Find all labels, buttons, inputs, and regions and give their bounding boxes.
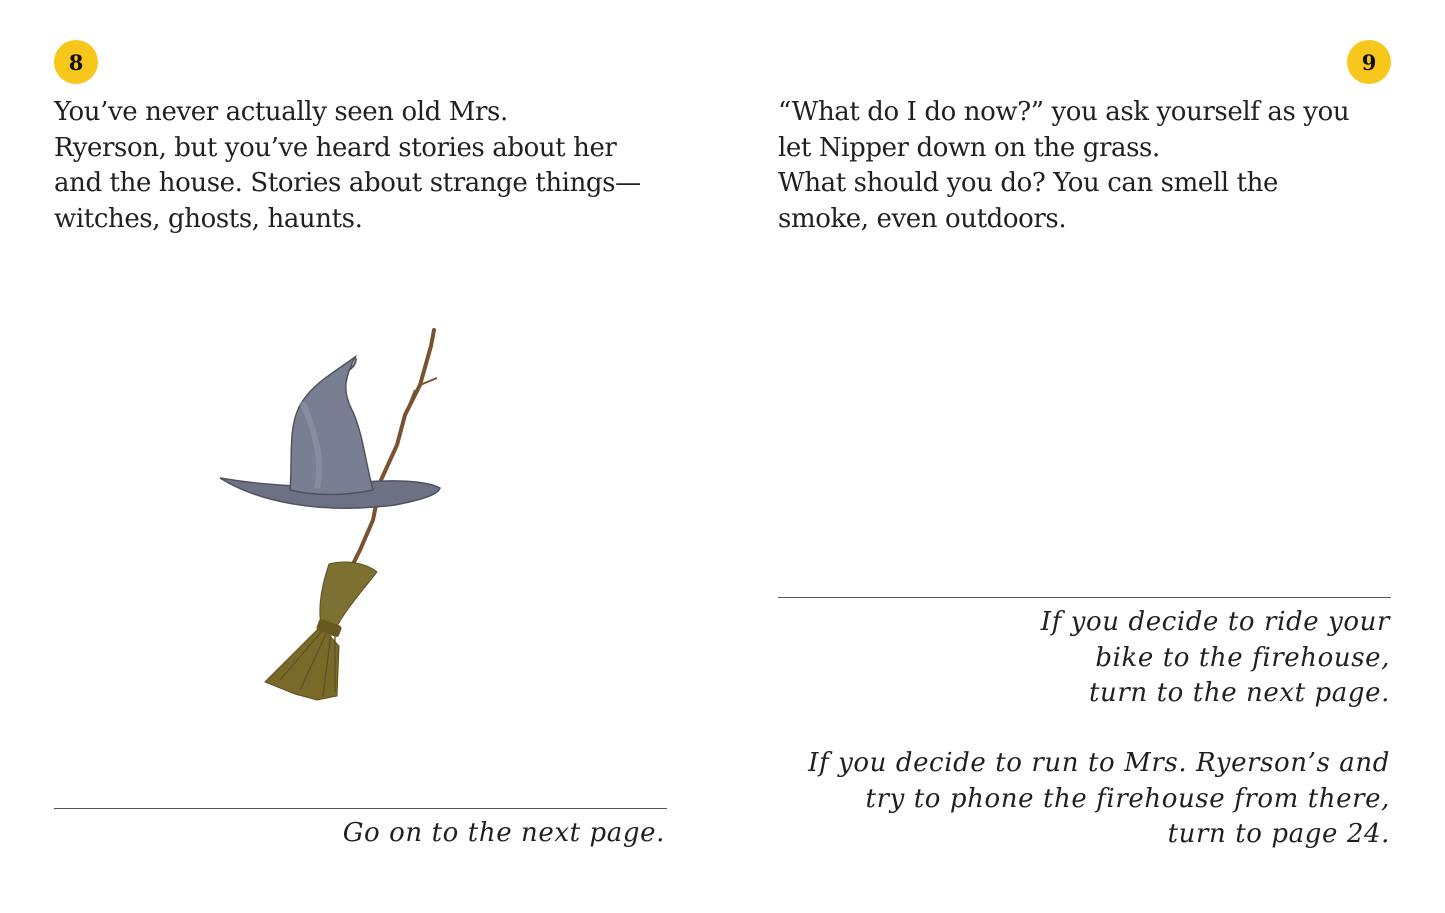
choice-ride-bike[interactable]: If you decide to ride your bike to the firehouse, turn to the next page. <box>1040 607 1390 708</box>
right-page-paragraph-1: “What do I do now?” you ask yourself as you let Nipper down on the grass. <box>778 97 1350 163</box>
go-next-page-text: Go on to the next page. <box>342 818 665 848</box>
choice-run-to-ryersons[interactable]: If you decide to run to Mrs. Ryerson’s and try to phone the firehouse from there, turn to page 24. <box>808 748 1390 849</box>
choices-rule-right <box>778 597 1391 598</box>
right-page-paragraph-2: What should you do? You can smell the smoke, even outdoors. <box>778 168 1278 234</box>
witch-hat-broom-illustration <box>205 320 465 710</box>
left-page-paragraph: You’ve never actually seen old Mrs. Ryerson, but you’ve heard stories about her and the house. Stories about strange things— witches, ghosts, haunts. <box>54 97 641 234</box>
page-number-badge-right: 9 <box>1347 40 1391 84</box>
broom-icon <box>265 330 437 700</box>
page-number-badge-left: 8 <box>54 40 98 84</box>
witch-hat-icon <box>220 357 440 508</box>
footer-rule-left <box>54 808 667 809</box>
